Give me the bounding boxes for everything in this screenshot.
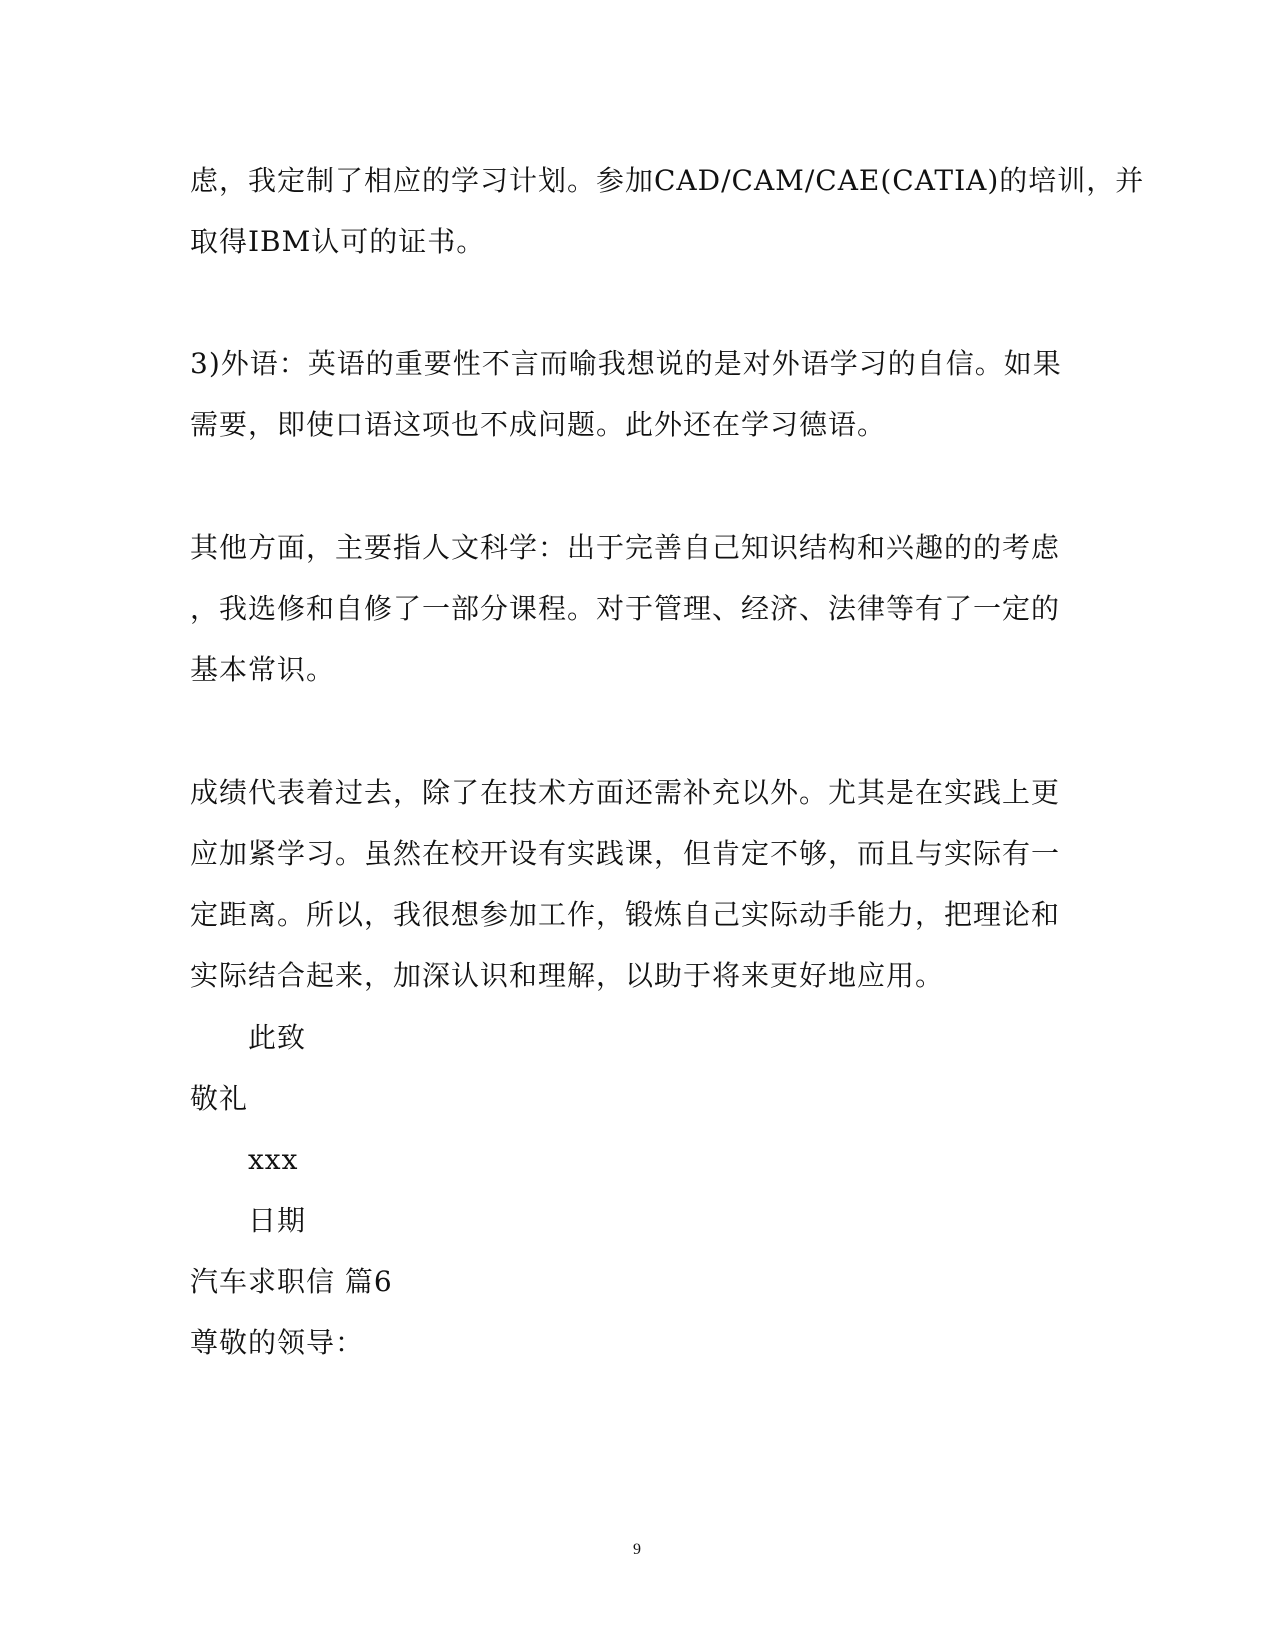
body-text-line: ，我选修和自修了一部分课程。对于管理、经济、法律等有了一定的 [190,592,1061,625]
letter-greeting: 尊敬的领导： [190,1326,365,1359]
section-title: 汽车求职信 篇6 [190,1265,393,1298]
body-text-line: 成绩代表着过去，除了在技术方面还需补充以外。尤其是在实践上更 [190,776,1061,809]
body-text-line: 实际结合起来，加深认识和理解，以助于将来更好地应用。 [190,959,945,992]
closing-regards: 敬礼 [190,1082,249,1115]
body-text-line: 基本常识。 [190,653,336,686]
signature: xxx [248,1143,299,1176]
body-text-line: 取得IBM认可的证书。 [190,225,486,258]
page-number: 9 [633,1541,641,1558]
body-text-line: 虑，我定制了相应的学习计划。参加CAD/CAM/CAE(CATIA)的培训，并 [190,164,1145,197]
closing-salutation: 此致 [248,1021,307,1054]
body-text-line: 需要，即使口语这项也不成问题。此外还在学习德语。 [190,408,887,441]
date-line: 日期 [248,1204,307,1237]
body-text-line: 3)外语：英语的重要性不言而喻我想说的是对外语学习的自信。如果 [190,347,1062,380]
body-text-line: 应加紧学习。虽然在校开设有实践课，但肯定不够，而且与实际有一 [190,837,1061,870]
body-text-line: 定距离。所以，我很想参加工作，锻炼自己实际动手能力，把理论和 [190,898,1061,931]
body-text-line: 其他方面，主要指人文科学：出于完善自己知识结构和兴趣的的考虑 [190,531,1061,564]
